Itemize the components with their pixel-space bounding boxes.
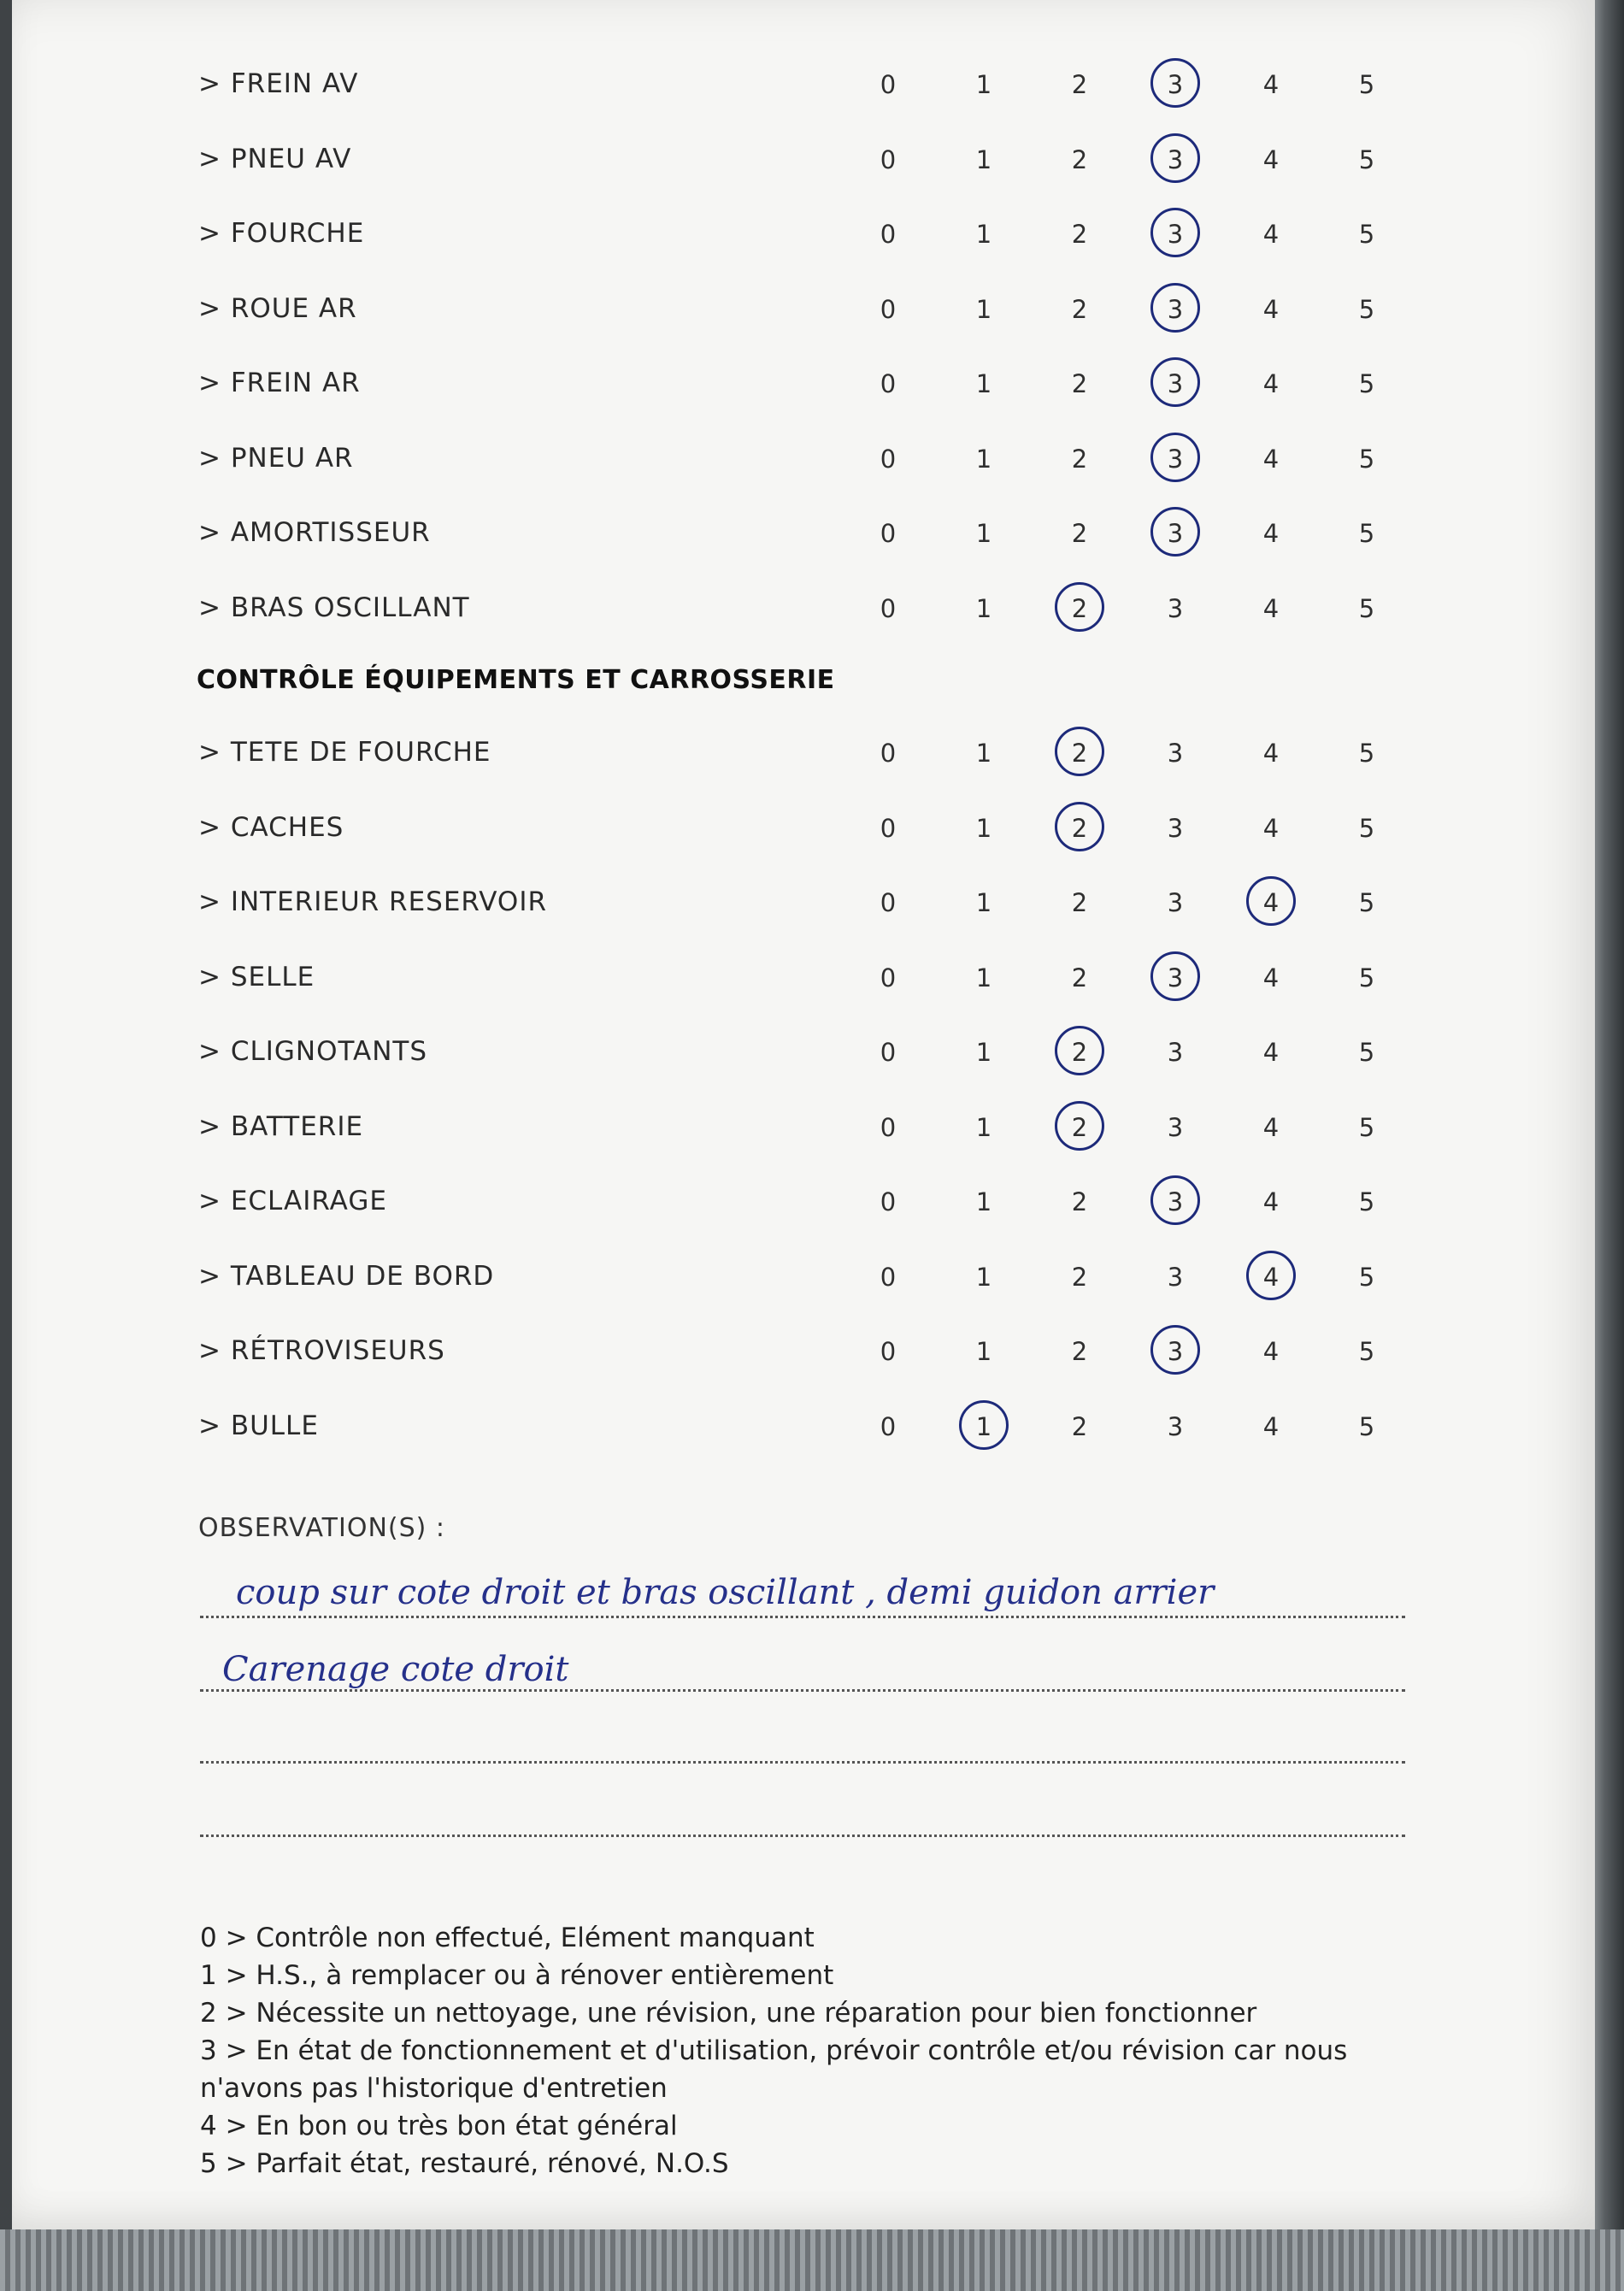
- score-option: 2: [1071, 519, 1088, 548]
- selected-score-circle: [1150, 1325, 1200, 1375]
- score-option: 2: [1071, 444, 1088, 474]
- score-option: 1: [975, 220, 992, 249]
- score-option: 2: [1062, 814, 1097, 843]
- score-option: 4: [1262, 963, 1280, 992]
- selected-score-circle: [1246, 1251, 1296, 1300]
- inspection-sheet: [12, 0, 1595, 2233]
- selected-score-circle: [1150, 58, 1200, 108]
- checklist-row: [12, 517, 1595, 568]
- score-option: 0: [880, 294, 897, 324]
- score-option: 5: [1358, 813, 1375, 843]
- score-option: 5: [1358, 220, 1375, 249]
- score-option: 1: [975, 1038, 992, 1067]
- score-option: 5: [1358, 444, 1375, 474]
- score-option: 5: [1358, 1038, 1375, 1067]
- score-option: 5: [1358, 369, 1375, 398]
- checklist-row: [12, 886, 1595, 938]
- checklist-item-label: > BRAS OSCILLANT: [198, 592, 470, 623]
- score-option: 0: [880, 220, 897, 249]
- observation-line-3: [200, 1761, 1405, 1764]
- score-option: 5: [1358, 1112, 1375, 1142]
- selected-score-circle: [1055, 727, 1104, 776]
- score-option: 3: [1167, 1038, 1184, 1067]
- checklist-row: [12, 1261, 1595, 1312]
- score-option: 2: [1071, 1262, 1088, 1292]
- score-option: 4: [1262, 1411, 1280, 1441]
- score-option: 2: [1062, 1113, 1097, 1142]
- score-option: 3: [1167, 1411, 1184, 1441]
- score-option: 2: [1071, 1411, 1088, 1441]
- score-option: 1: [975, 593, 992, 623]
- score-option: 1: [975, 813, 992, 843]
- observation-handwriting-2: Carenage cote droit: [222, 1650, 569, 1689]
- score-option: 4: [1262, 1187, 1280, 1216]
- score-option: 4: [1262, 519, 1280, 548]
- checklist-row: [12, 1036, 1595, 1087]
- score-option: 5: [1358, 593, 1375, 623]
- selected-score-circle: [959, 1400, 1009, 1450]
- score-option: 1: [975, 294, 992, 324]
- selected-score-circle: [1246, 876, 1296, 926]
- legend-line: 4 > En bon ou très bon état général: [200, 2111, 678, 2141]
- observations-title: OBSERVATION(S) :: [198, 1513, 445, 1543]
- selected-score-circle: [1150, 507, 1200, 557]
- score-option: 0: [880, 519, 897, 548]
- score-option: 4: [1262, 1112, 1280, 1142]
- score-option: 4: [1262, 813, 1280, 843]
- score-option: 1: [975, 739, 992, 768]
- checklist-item-label: > RÉTROVISEURS: [198, 1335, 445, 1366]
- score-option: 0: [880, 593, 897, 623]
- selected-score-circle: [1150, 208, 1200, 257]
- score-option: 3: [1158, 1187, 1192, 1216]
- score-option: 2: [1062, 739, 1097, 768]
- score-option: 3: [1158, 1337, 1192, 1366]
- checklist-row: [12, 144, 1595, 195]
- score-option: 3: [1158, 295, 1192, 324]
- checklist-row: [12, 218, 1595, 269]
- score-option: 3: [1158, 519, 1192, 548]
- score-option: 0: [880, 1262, 897, 1292]
- score-option: 4: [1254, 1263, 1288, 1292]
- score-option: 3: [1167, 1262, 1184, 1292]
- observation-line-2: [200, 1689, 1405, 1692]
- score-option: 4: [1262, 739, 1280, 768]
- checklist-row: [12, 1186, 1595, 1237]
- checklist-item-label: > FOURCHE: [198, 218, 365, 249]
- score-option: 1: [975, 1262, 992, 1292]
- score-option: 0: [880, 888, 897, 917]
- score-option: 0: [880, 70, 897, 99]
- checklist-item-label: > TABLEAU DE BORD: [198, 1260, 495, 1292]
- selected-score-circle: [1150, 283, 1200, 333]
- selected-score-circle: [1150, 1175, 1200, 1225]
- score-option: 2: [1071, 369, 1088, 398]
- checklist-item-label: > TETE DE FOURCHE: [198, 737, 491, 768]
- score-option: 1: [975, 1187, 992, 1216]
- checklist-item-label: > AMORTISSEUR: [198, 517, 431, 548]
- legend-line: 1 > H.S., à remplacer ou à rénover entièrement: [200, 1960, 834, 1991]
- score-option: 0: [880, 1112, 897, 1142]
- checklist-row: [12, 737, 1595, 788]
- score-option: 5: [1358, 1187, 1375, 1216]
- selected-score-circle: [1055, 802, 1104, 851]
- checklist-item-label: > FREIN AV: [198, 68, 359, 99]
- checklist-item-label: > BATTERIE: [198, 1110, 364, 1142]
- score-option: 4: [1262, 220, 1280, 249]
- score-option: 3: [1158, 220, 1192, 249]
- score-option: 0: [880, 739, 897, 768]
- score-option: 2: [1071, 1337, 1088, 1366]
- score-option: 2: [1071, 1187, 1088, 1216]
- score-option: 0: [880, 369, 897, 398]
- selected-score-circle: [1150, 357, 1200, 407]
- checklist-row: [12, 68, 1595, 120]
- score-option: 3: [1167, 813, 1184, 843]
- legend-line: 3 > En état de fonctionnement et d'utilisation, prévoir contrôle et/ou révision car nous: [200, 2035, 1348, 2066]
- checklist-row: [12, 962, 1595, 1013]
- checklist-row: [12, 1111, 1595, 1163]
- score-option: 1: [975, 1112, 992, 1142]
- legend-line: 2 > Nécessite un nettoyage, une révision, une réparation pour bien fonctionner: [200, 1998, 1257, 2029]
- checklist-item-label: > ECLAIRAGE: [198, 1186, 387, 1216]
- score-option: 5: [1358, 144, 1375, 174]
- score-option: 5: [1358, 1262, 1375, 1292]
- score-option: 0: [880, 444, 897, 474]
- score-option: 4: [1262, 294, 1280, 324]
- legend-line: n'avons pas l'historique d'entretien: [200, 2073, 668, 2104]
- observation-handwriting-1: coup sur cote droit et bras oscillant , demi guidon arrier: [236, 1573, 1215, 1612]
- score-option: 2: [1071, 963, 1088, 992]
- score-option: 2: [1071, 220, 1088, 249]
- score-option: 2: [1071, 70, 1088, 99]
- checklist-row: [12, 293, 1595, 345]
- score-option: 2: [1071, 294, 1088, 324]
- score-option: 0: [880, 1337, 897, 1366]
- score-option: 5: [1358, 1337, 1375, 1366]
- score-option: 0: [880, 813, 897, 843]
- checklist-item-label: > FREIN AR: [198, 368, 361, 398]
- selected-score-circle: [1150, 433, 1200, 482]
- score-option: 3: [1167, 888, 1184, 917]
- checklist-item-label: > CLIGNOTANTS: [198, 1036, 428, 1067]
- score-option: 4: [1262, 144, 1280, 174]
- selected-score-circle: [1150, 133, 1200, 183]
- checklist-item-label: > CACHES: [198, 811, 344, 843]
- score-option: 4: [1262, 369, 1280, 398]
- score-option: 0: [880, 144, 897, 174]
- checklist-item-label: > INTERIEUR RESERVOIR: [198, 886, 548, 917]
- legend-line: 5 > Parfait état, restauré, rénové, N.O.S: [200, 2148, 729, 2179]
- score-option: 5: [1358, 888, 1375, 917]
- score-option: 3: [1158, 369, 1192, 398]
- score-option: 3: [1158, 70, 1192, 99]
- score-option: 4: [1262, 1038, 1280, 1067]
- checklist-row: [12, 592, 1595, 644]
- score-option: 5: [1358, 963, 1375, 992]
- score-option: 1: [975, 70, 992, 99]
- score-option: 1: [975, 963, 992, 992]
- checklist-item-label: > PNEU AV: [198, 143, 352, 174]
- observation-line-4: [200, 1835, 1405, 1837]
- score-option: 5: [1358, 1411, 1375, 1441]
- score-option: 1: [975, 369, 992, 398]
- checklist-row: [12, 443, 1595, 494]
- score-option: 0: [880, 1411, 897, 1441]
- checklist-row: [12, 1335, 1595, 1387]
- score-option: 0: [880, 1038, 897, 1067]
- score-option: 3: [1158, 445, 1192, 474]
- checklist-row: [12, 368, 1595, 419]
- score-option: 1: [975, 888, 992, 917]
- legend-line: 0 > Contrôle non effectué, Elément manquant: [200, 1923, 815, 1953]
- score-option: 4: [1262, 444, 1280, 474]
- score-option: 5: [1358, 739, 1375, 768]
- selected-score-circle: [1055, 1101, 1104, 1151]
- checklist-row: [12, 1411, 1595, 1462]
- score-option: 4: [1254, 888, 1288, 917]
- score-option: 4: [1262, 1337, 1280, 1366]
- score-option: 1: [975, 444, 992, 474]
- score-option: 3: [1167, 1112, 1184, 1142]
- score-option: 2: [1071, 888, 1088, 917]
- checklist-row: [12, 812, 1595, 863]
- score-option: 2: [1071, 144, 1088, 174]
- score-option: 1: [975, 519, 992, 548]
- checklist-item-label: > PNEU AR: [198, 442, 354, 474]
- score-option: 4: [1262, 593, 1280, 623]
- observation-line-1: [200, 1616, 1405, 1618]
- score-option: 1: [975, 144, 992, 174]
- score-option: 0: [880, 963, 897, 992]
- plastic-sleeve-edge: [1592, 0, 1624, 2291]
- score-option: 2: [1062, 594, 1097, 623]
- score-option: 2: [1062, 1038, 1097, 1067]
- score-option: 3: [1158, 145, 1192, 174]
- selected-score-circle: [1150, 951, 1200, 1001]
- score-option: 4: [1262, 70, 1280, 99]
- section-title: CONTRÔLE ÉQUIPEMENTS ET CARROSSERIE: [197, 665, 835, 695]
- checklist-item-label: > BULLE: [198, 1410, 319, 1441]
- score-option: 3: [1158, 963, 1192, 992]
- score-option: 5: [1358, 519, 1375, 548]
- score-option: 5: [1358, 294, 1375, 324]
- plastic-sleeve-bottom: [0, 2229, 1624, 2291]
- selected-score-circle: [1055, 1026, 1104, 1075]
- score-option: 3: [1167, 593, 1184, 623]
- score-option: 1: [975, 1337, 992, 1366]
- selected-score-circle: [1055, 582, 1104, 632]
- score-option: 0: [880, 1187, 897, 1216]
- score-option: 5: [1358, 70, 1375, 99]
- score-option: 1: [967, 1412, 1001, 1441]
- score-option: 3: [1167, 739, 1184, 768]
- checklist-item-label: > SELLE: [198, 961, 315, 992]
- rating-legend: [200, 1919, 1414, 2182]
- checklist-item-label: > ROUE AR: [198, 292, 357, 324]
